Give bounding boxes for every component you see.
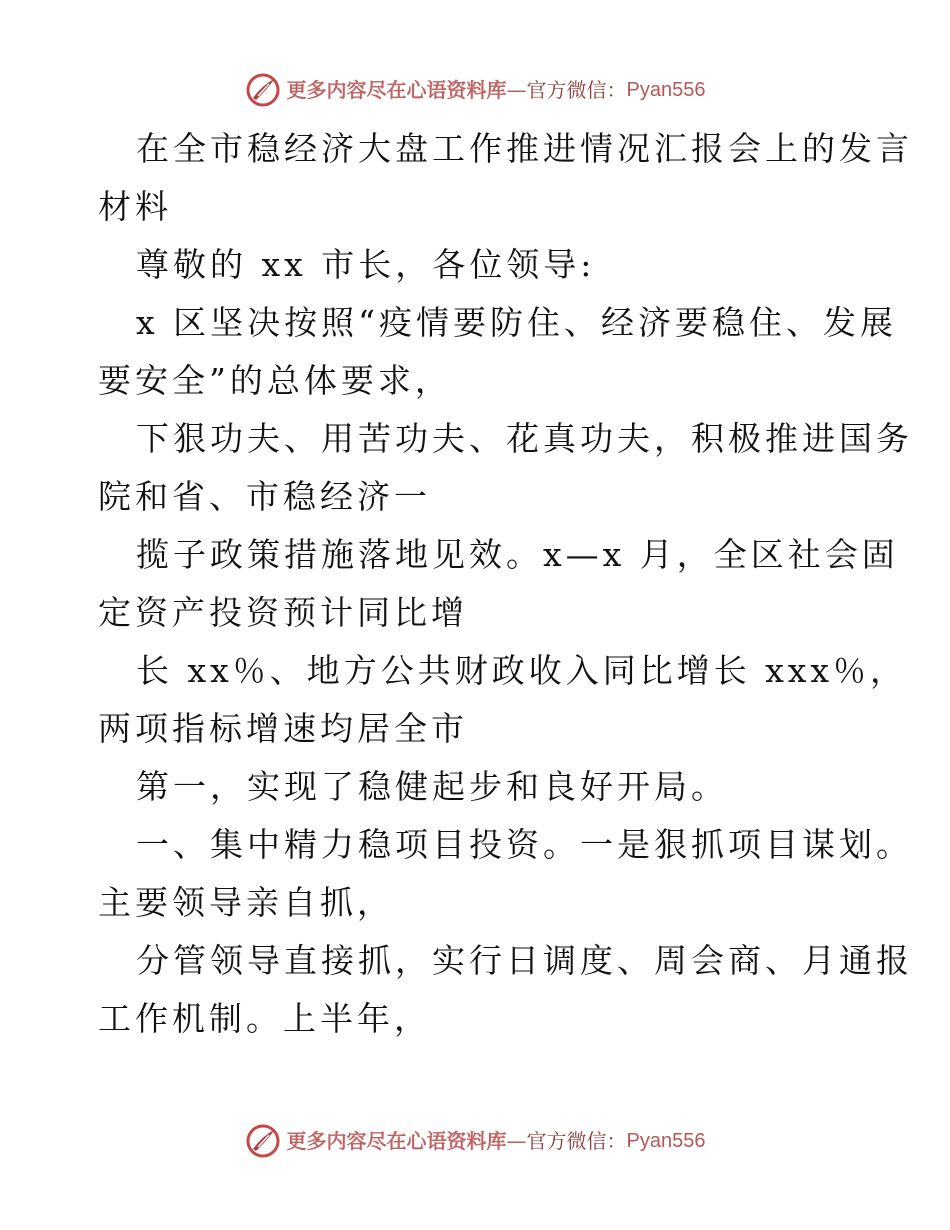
paragraph-9 (98, 932, 913, 1048)
paragraph-1-line-1: 在全市稳经济大盘工作推进情况汇报会上的发言 (136, 129, 913, 168)
banner-wechat-label: 官方微信： (526, 1129, 627, 1153)
paragraph-5 (98, 526, 899, 642)
quill-logo-icon (245, 1123, 281, 1159)
paragraph-5-line-1: 揽子政策措施落地见效。x—x 月，全区社会固 (136, 535, 899, 574)
paragraph-9-line-1: 分管领导直接抓，实行日调度、周会商、月通报 (136, 941, 913, 980)
paragraph-1-line-2: 材料 (98, 187, 172, 226)
paragraph-8 (98, 816, 913, 932)
paragraph-2-line-1: 尊敬的 xx 市长，各位领导: (136, 245, 596, 284)
paragraph-8-line-2: 主要领导亲自抓， (98, 883, 394, 922)
banner-wechat-id: Pyan556 (626, 1130, 706, 1152)
footer-watermark-banner (0, 1121, 950, 1161)
paragraph-4 (98, 410, 913, 526)
document-body (98, 120, 913, 1048)
banner-red-text: 更多内容尽在心语资料库 (286, 78, 507, 102)
header-watermark-banner (0, 70, 950, 110)
paragraph-9-line-2: 工作机制。上半年， (98, 999, 431, 1038)
paragraph-7 (98, 758, 858, 816)
paragraph-5-line-2: 定资产投资预计同比增 (98, 593, 468, 632)
paragraph-2 (98, 236, 858, 294)
paragraph-6-line-2: 两项指标增速均居全市 (98, 709, 468, 748)
quill-logo-icon (245, 72, 281, 108)
paragraph-3-line-1: x 区坚决按照“疫情要防住、经济要稳住、发展 (136, 303, 897, 342)
paragraph-7-line-1: 第一，实现了稳健起步和良好开局。 (136, 767, 728, 806)
paragraph-4-line-2: 院和省、市稳经济一 (98, 477, 431, 516)
banner-dash: — (506, 78, 527, 102)
paragraph-8-line-1: 一、集中精力稳项目投资。一是狠抓项目谋划。 (136, 825, 913, 864)
banner-wechat-id: Pyan556 (626, 79, 706, 101)
banner-red-text: 更多内容尽在心语资料库 (286, 1129, 507, 1153)
paragraph-3 (98, 294, 897, 410)
banner-dash: — (506, 1129, 527, 1153)
paragraph-1 (98, 120, 913, 236)
paragraph-3-line-2: 要安全”的总体要求， (98, 361, 452, 400)
banner-wechat-label: 官方微信： (526, 78, 627, 102)
paragraph-6-line-1: 长 xx％、地方公共财政收入同比增长 xxx％， (136, 651, 908, 690)
paragraph-4-line-1: 下狠功夫、用苦功夫、花真功夫，积极推进国务 (136, 419, 913, 458)
paragraph-6 (98, 642, 908, 758)
